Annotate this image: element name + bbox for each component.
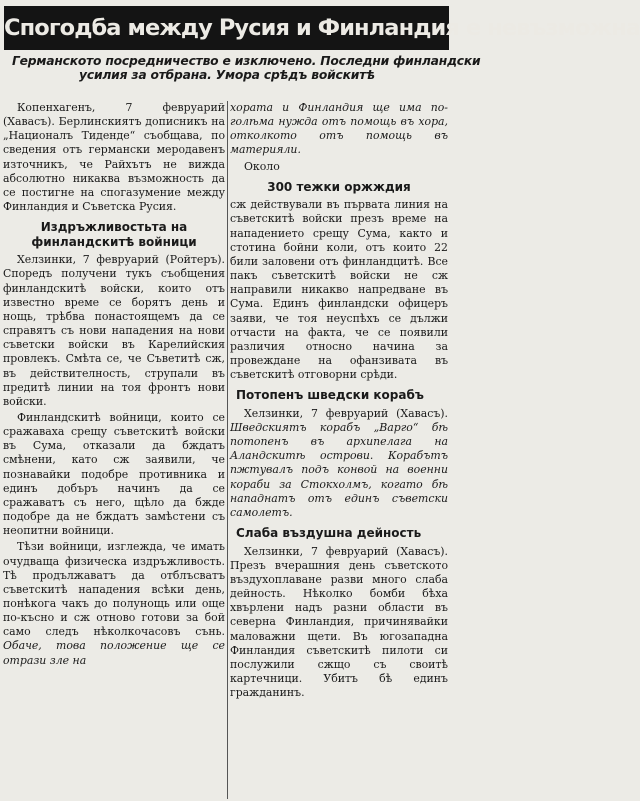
paragraph-swedish-ship-italic: Шведскиятъ корабъ „Варго“ бѣ потопенъ въ архипелага на Аландскитѣ острови. Корабътъ пжтувалъ подъ конвой на военни кораби за Стокхолмъ, когато бѣ нападнатъ отъ единъ съветски самолетъ. xyxy=(230,420,448,519)
left-column xyxy=(3,101,225,668)
paragraph-okolo: Около xyxy=(244,159,280,173)
column-divider xyxy=(227,101,228,799)
subheadline-line-1: Германското посредничество е изключено. Последни финландски xyxy=(12,54,481,68)
subheadline xyxy=(12,54,481,82)
paragraph-heavy-guns: сж действували въ първата линия на съветскитѣ войски презъ време на нападението срещу Сума, както и стотина бойни коли, отъ които 22 били заловени отъ финландцитѣ. Все пакъ съветскитѣ войски не сж направили никакво напредване въ Сума. Единъ финландски офицеръ заяви, че тоя неуспѣхъ се дължи отчасти на факта, че се появили различия относно начина за провеждане на офанзивата въ съветскитѣ отговорни срѣди. xyxy=(230,198,448,382)
paragraph-endurance-text: Тѣзи войници, изглежда, че имать очудваща физическа издръжливость. Тѣ продължаватъ да отблъсватъ съветскитѣ нападения всѣки день, понѣкога чакъ до полунощь или още по-късно и сж отново готови за бой само следъ нѣколкочасовъ сънь. xyxy=(3,540,225,639)
paragraph-swedish-ship-dateline: Хелзинки, 7 февруарий (Хавасъ). xyxy=(244,406,448,420)
section-heading-endurance: Издръжливостьта на финландскитѣ войници xyxy=(31,220,197,249)
paragraph-endurance-italic: Обаче, това положение ще се отрази зле на xyxy=(3,639,225,667)
paragraph-soldiers-suma: Финландскитѣ войници, които се сражаваха срещу съветскитѣ войски въ Сума, отказали да бждатъ смѣнени, като сж заявили, че познавайки подобре противника и единъ добъръ начинъ да се сражаватъ съ него, щѣло да бжде подобре да не бждатъ замѣстени съ неопитни войници. xyxy=(3,410,225,538)
paragraph-endurance xyxy=(3,540,225,667)
paragraph-helsinki-reuters: Хелзинки, 7 февруарий (Ройтеръ). Споредъ получени тукъ съобщения финландскитѣ войски, които отъ известно време се борятъ день и нощь, трѣбва понастоящемъ да се справятъ съ нови нападения на нови съветски войски въ Карелийския провлекъ. Смѣта се, че Съветитѣ сж, въ действителность, струпали въ предитѣ линии на тоя фронтъ нови войски. xyxy=(3,253,225,408)
paragraph-swedish-ship xyxy=(230,407,448,520)
right-column xyxy=(230,101,448,700)
paragraph-copenhagen: Копенхагенъ, 7 февруарий (Хавасъ). Берлинскиятъ дописникъ на „Националъ Тиденде“ съобщава, по сведения отъ германски меродавенъ източникъ, че Райхътъ не вижда абсолютно никаква възможность да се постигне на спогазумение между Финландия и Съветска Русия. xyxy=(3,101,225,214)
section-heading-heavy-guns: 300 тежки оржждия xyxy=(267,179,411,194)
section-heading-swedish-ship: Потопенъ шведски корабъ xyxy=(236,388,424,403)
headline: Спогодба между Русия и Финландия е невъзможна xyxy=(4,6,449,50)
paragraph-continuation: хората и Финландия ще има по-голѣма нужда отъ помощь въ хора, отколкото отъ помощь въ материяли. xyxy=(230,101,448,157)
paragraph-air-activity: Хелзинки, 7 февруарий (Хавасъ). Презъ вчерашния день съветското въздухоплаване разви много слаба дейность. Нѣколко бомби бѣха хвърлени надъ разни области въ северна Финландия, причинявайки маловажни щети. Въ югозападна Финландия съветскитѣ пилоти си послужили сжщо съ своитѣ картечници. Убитъ бѣ единъ гражданинъ. xyxy=(230,544,448,700)
section-heading-air-activity: Слаба въздушна дейность xyxy=(236,526,422,541)
subheadline-line-2: усилия за отбрана. Умора срѣдъ войскитѣ xyxy=(79,68,375,82)
